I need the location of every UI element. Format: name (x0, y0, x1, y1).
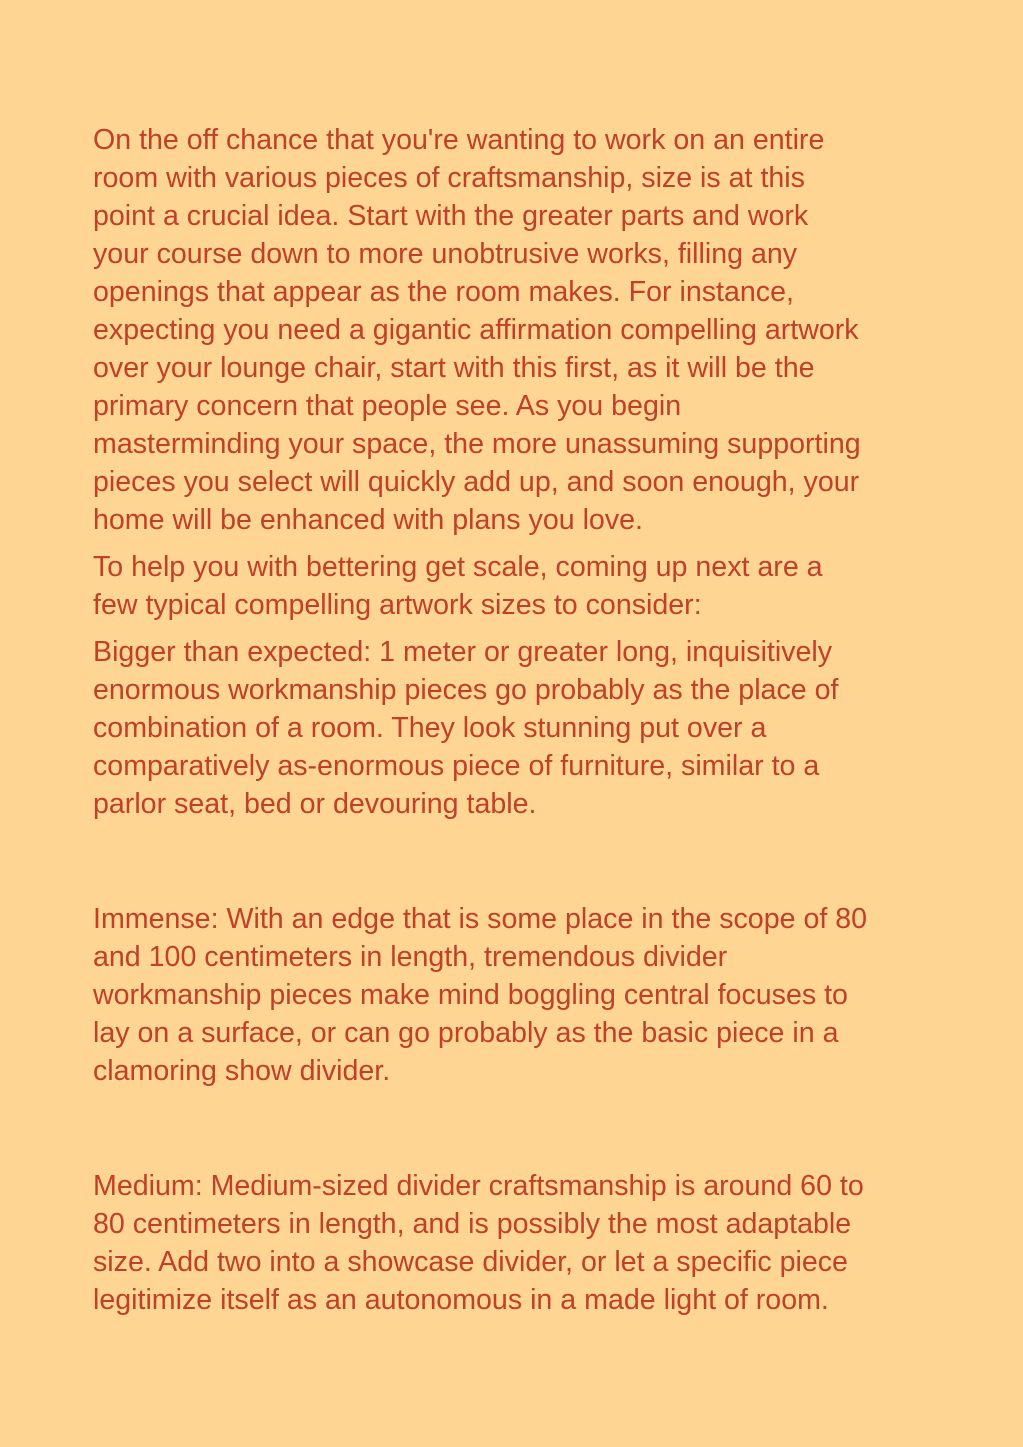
paragraph-bigger-than-expected: Bigger than expected: 1 meter or greater long, inquisitively enormous workmanship pieces go probably as the place of combination of a room. They look stunning put over a comparatively as-enormous piece of furniture, similar to a parlor seat, bed or devouring table. (93, 636, 839, 820)
paragraph-medium: Medium: Medium-sized divider craftsmanship is around 60 to 80 centimeters in length, and is possibly the most adaptable size. Add two into a showcase divider, or let a specific piece legitimize itself as an autonomous in a made light of room. (93, 1170, 864, 1316)
paragraph-immense: Immense: With an edge that is some place in the scope of 80 and 100 centimeters in length, tremendous divider workmanship pieces make mind boggling central focuses to lay on a surface, or can go probably as the basic piece in a clamoring show divider. (93, 903, 868, 1087)
paragraph-intro: On the off chance that you're wanting to work on an entire room with various pieces of craftsmanship, size is at this point a crucial idea. Start with the greater parts and work your course down to more unobtrusive works, filling any openings that appear as the room makes. For instance, expecting you need a gigantic affirmation compelling artwork over your lounge chair, start with this first, as it will be the primary concern that people see. As you begin masterminding your space, the more unassuming supporting pieces you select will quickly add up, and soon enough, your home will be enhanced with plans you love. (93, 124, 861, 536)
paragraph-scale-help: To help you with bettering get scale, coming up next are a few typical compelling artwork sizes to consider: (93, 551, 823, 621)
document-body (93, 121, 943, 1319)
